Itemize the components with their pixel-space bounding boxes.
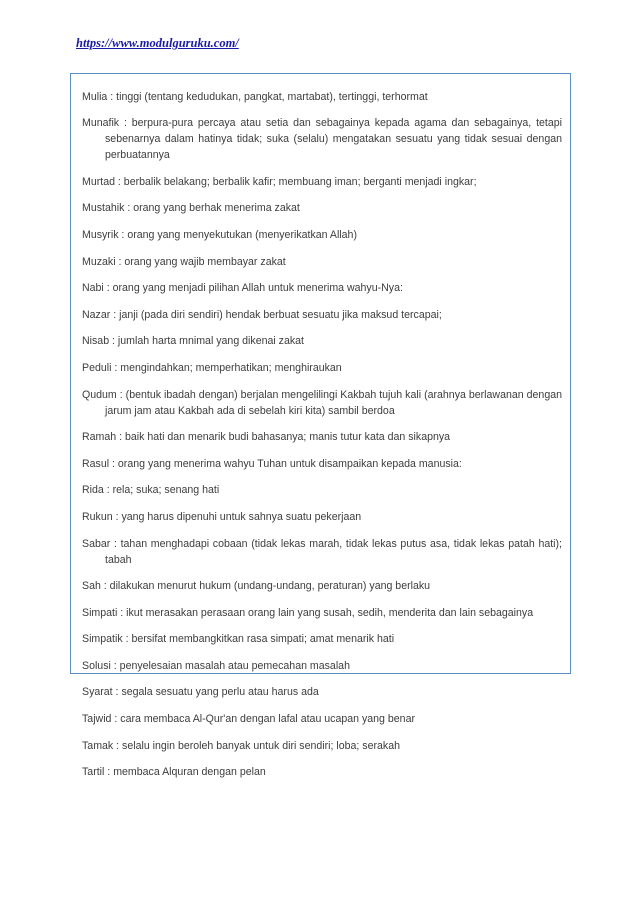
glossary-entry-tamak: Tamak : selalu ingin beroleh banyak untuk diri sendiri; loba; serakah: [82, 739, 400, 752]
glossary-entry-mulia: Mulia : tinggi (tentang kedudukan, pangkat, martabat), tertinggi, terhormat: [82, 90, 428, 103]
glossary-entry-ramah: Ramah : baik hati dan menarik budi bahasanya; manis tutur kata dan sikapnya: [82, 431, 451, 444]
glossary-entry-munafik: Munafik : berpura-pura percaya atau setia dan sebagainya kepada agama dan sebagainya, tetapi sebenarnya dalam hatinya tidak; suka (selalu) mengatakan sesuatu yang tidak sesuai dengan perbuatannya: [82, 117, 562, 162]
glossary-entry-tajwid: Tajwid : cara membaca Al-Qur'an dengan lafal atau ucapan yang benar: [82, 713, 415, 726]
glossary-entry-rida: Rida : rela; suka; senang hati: [82, 484, 220, 497]
glossary-entry-muzaki: Muzaki : orang yang wajib membayar zakat: [82, 255, 286, 268]
glossary-entry-simpatik: Simpatik : bersifat membangkitkan rasa simpati; amat menarik hati: [82, 633, 395, 646]
glossary-entry-nazar: Nazar : janji (pada diri sendiri) hendak berbuat sesuatu jika maksud tercapai;: [82, 308, 442, 321]
glossary-entry-syarat: Syarat : segala sesuatu yang perlu atau harus ada: [82, 686, 319, 699]
glossary-box: [70, 73, 571, 779]
glossary-entry-mustahik: Mustahik : orang yang berhak menerima zakat: [82, 202, 300, 215]
glossary-entry-nabi: Nabi : orang yang menjadi pilihan Allah untuk menerima wahyu-Nya:: [82, 282, 403, 295]
glossary-entry-simpati: Simpati : ikut merasakan perasaan orang lain yang susah, sedih, menderita dan lain sebagainya: [82, 606, 534, 619]
glossary-entry-rasul: Rasul : orang yang menerima wahyu Tuhan untuk disampaikan kepada manusia:: [82, 457, 462, 470]
glossary-entry-nisab: Nisab : jumlah harta mnimal yang dikenai zakat: [82, 335, 304, 348]
glossary-entry-murtad: Murtad : berbalik belakang; berbalik kafir; membuang iman; berganti menjadi ingkar;: [82, 175, 477, 188]
website-link[interactable]: https://www.modulguruku.com/: [76, 36, 239, 50]
glossary-entry-sabar: Sabar : tahan menghadapi cobaan (tidak lekas marah, tidak lekas putus asa, tidak lekas patah hati); tabah: [82, 537, 562, 566]
glossary-entry-peduli: Peduli : mengindahkan; memperhatikan; menghiraukan: [82, 361, 342, 374]
glossary-entry-qudum: Qudum : (bentuk ibadah dengan) berjalan mengelilingi Kakbah tujuh kali (arahnya berlawanan dengan jarum jam atau Kakbah ada di sebelah kiri kita) sambil berdoa: [82, 388, 562, 417]
glossary-entry-sah: Sah : dilakukan menurut hukum (undang-undang, peraturan) yang berlaku: [82, 580, 431, 593]
glossary-entry-rukun: Rukun : yang harus dipenuhi untuk sahnya suatu pekerjaan: [82, 510, 362, 523]
glossary-entry-musyrik: Musyrik : orang yang menyekutukan (menyerikatkan Allah): [82, 228, 357, 241]
glossary-entry-solusi: Solusi : penyelesaian masalah atau pemecahan masalah: [82, 659, 350, 672]
glossary-entry-tartil: Tartil : membaca Alquran dengan pelan: [82, 766, 266, 779]
